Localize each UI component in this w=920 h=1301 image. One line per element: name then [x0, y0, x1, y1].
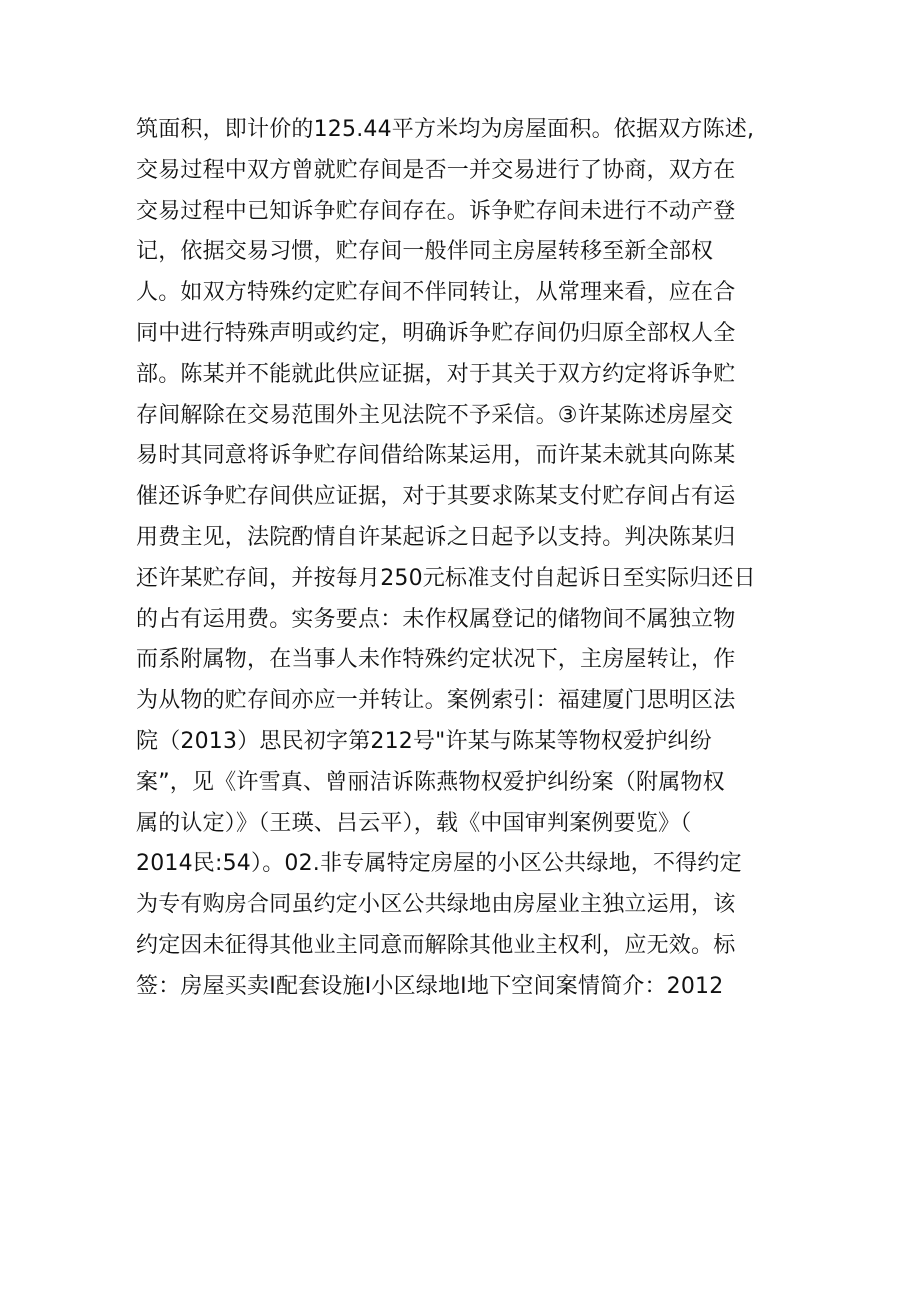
text-line: 易时其同意将诉争贮存间借给陈某运用，而许某未就其向陈某: [136, 443, 736, 469]
text-line: 筑面积，即计价的125.44平方米均为房屋面积。依据双方陈述,: [136, 117, 755, 142]
text-line: 院（2013）思民初字第212号"许某与陈某等物权爱护纠纷: [136, 728, 712, 754]
text-line: 属的认定）》（王瑛、吕云平），载《中国审判案例要览》（: [136, 810, 692, 836]
text-line: 而系附属物，在当事人未作特殊约定状况下，主房屋转让，作: [136, 647, 736, 673]
text-line: 交易过程中已知诉争贮存间存在。诉争贮存间未进行不动产登: [136, 198, 736, 224]
text-line: 催还诉争贮存间供应证据，对于其要求陈某支付贮存间占有运: [136, 484, 736, 510]
text-line: 2014民:54）。02.非专属特定房屋的小区公共绿地，不得约定: [136, 851, 742, 877]
text-line: 案”，见《许雪真、曾丽洁诉陈燕物权爱护纠纷案（附属物权: [136, 769, 725, 795]
text-line: 为专有购房合同虽约定小区公共绿地由房屋业主独立运用，该: [136, 892, 736, 918]
text-line: 同中进行特殊声明或约定，明确诉争贮存间仍归原全部权人全: [136, 320, 736, 346]
text-line: 部。陈某并不能就此供应证据，对于其关于双方约定将诉争贮: [136, 361, 736, 387]
text-line: 记，依据交易习惯，贮存间一般伴同主房屋转移至新全部权: [136, 239, 714, 265]
text-line: 存间解除在交易范围外主见法院不予采信。③许某陈述房屋交: [136, 402, 734, 428]
text-line: 用费主见，法院酌情自许某起诉之日起予以支持。判决陈某归: [136, 524, 736, 550]
text-line: 签：房屋买卖I配套设施I小区绿地I地下空间案情简介：2012: [136, 973, 724, 999]
text-line: 为从物的贮存间亦应一并转让。案例索引：福建厦门思明区法: [136, 688, 736, 714]
text-line: 还许某贮存间，并按每月250元标准支付自起诉日至实际归还日: [136, 565, 756, 591]
body-text: [136, 110, 796, 1008]
text-line: 交易过程中双方曾就贮存间是否一并交易进行了协商，双方在: [136, 157, 736, 183]
text-line: 人。如双方特殊约定贮存间不伴同转让，从常理来看，应在合: [136, 280, 736, 306]
text-line: 的占有运用费。实务要点：未作权属登记的储物间不属独立物: [136, 606, 736, 632]
text-line: 约定因未征得其他业主同意而解除其他业主权利，应无效。标: [136, 932, 736, 958]
